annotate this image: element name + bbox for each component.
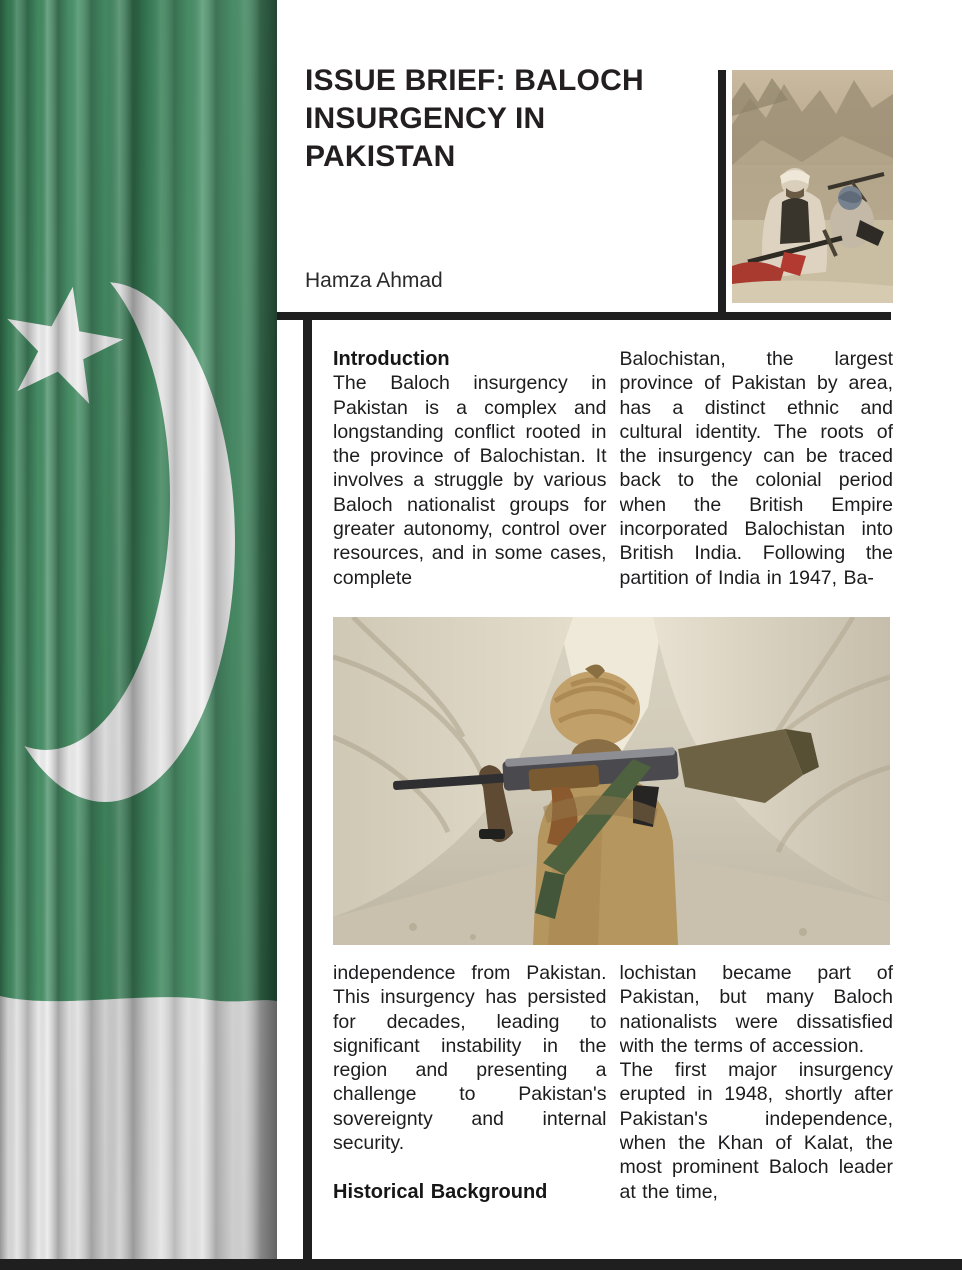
intro-column-left	[333, 347, 607, 615]
history-heading: Historical Background	[333, 1181, 548, 1204]
pakistan-flag-illustration	[0, 0, 277, 1270]
intro-columns	[333, 347, 893, 615]
continuation-column-left	[333, 961, 607, 1253]
canyon-photo-illustration	[333, 617, 890, 945]
main-photo-canyon-militant	[333, 617, 890, 945]
intro-paragraph-right: Balochistan, the largest province of Pakistan by area, has a distinct ethnic and cultural identity. The roots of the insurgency can be traced back to the colonial period when the British Empire incorporated Balochistan into British India. Following the partition of India in 1947, Ba-	[619, 348, 893, 589]
militants-photo-illustration	[732, 70, 893, 303]
pakistan-flag-image	[0, 0, 277, 1270]
bottom-bar	[0, 1259, 962, 1270]
continuation-column-right	[620, 961, 894, 1253]
continuation-paragraph-right-2: The first major insurgency erupted in 1948, shortly after Pakistan's independence, when the Khan of Kalat, the most prominent Baloch leader at the time,	[619, 1059, 893, 1203]
content-left-divider	[303, 320, 312, 1259]
continuation-columns	[333, 961, 893, 1253]
continuation-paragraph-left: independence from Pakistan. This insurgency has persisted for decades, leading to significant instability in the region and presenting a challenge to Pakistan's sovereignty and internal security.	[333, 962, 607, 1155]
intro-column-right	[620, 347, 894, 615]
author-name: Hamza Ahmad	[305, 269, 443, 292]
top-photo-militants	[732, 70, 893, 303]
continuation-paragraph-right-1: lochistan became part of Pakistan, but many Baloch nationalists were dissatisfied with the terms of accession.	[619, 962, 893, 1057]
page-title: ISSUE BRIEF: BALOCH INSURGENCY IN PAKISTAN	[305, 64, 644, 173]
intro-paragraph-left: The Baloch insurgency in Pakistan is a complex and longstanding conflict rooted in the province of Balochistan. It involves a struggle by various Baloch nationalist groups for greater autonomy, control over resources, and in some cases, complete	[333, 372, 607, 589]
intro-heading: Introduction	[333, 348, 450, 370]
header-divider	[277, 312, 891, 320]
photo-left-divider	[718, 70, 726, 312]
